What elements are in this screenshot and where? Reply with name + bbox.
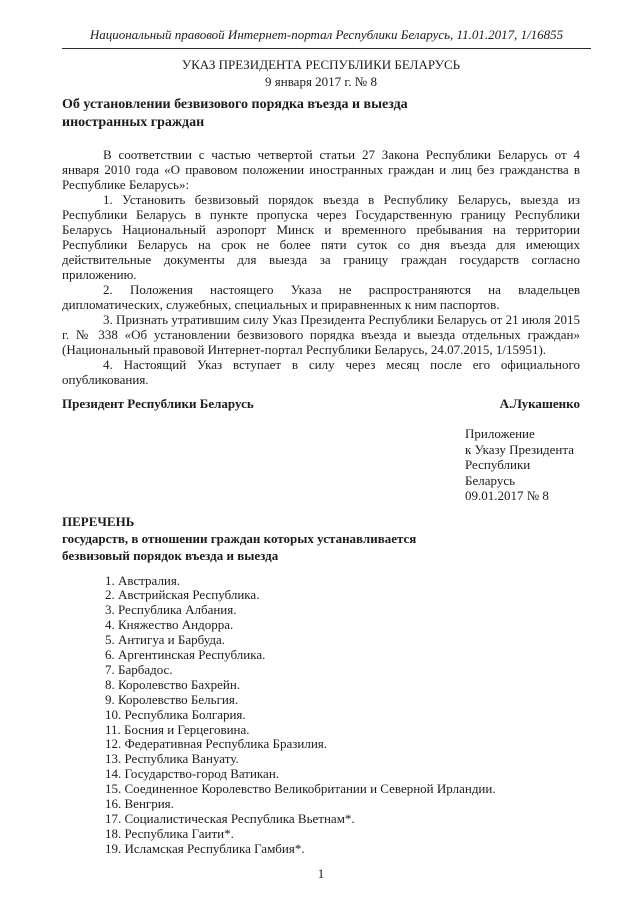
country-item: 1. Австралия. [105, 572, 181, 588]
country-item: 14. Государство-город Ватикан. [105, 766, 280, 782]
body-paragraph: 2. Положения настоящего Указа не распространяются на владельцев дипломатических, служебных, специальных и приравненных к ним паспортов. [62, 282, 580, 312]
doc-title [62, 96, 580, 131]
country-item: 13. Республика Вануату. [105, 751, 239, 767]
country-item: 17. Социалистическая Республика Вьетнам*. [105, 811, 355, 826]
body-paragraph: 4. Настоящий Указ вступает в силу через месяц после его официального опубликования. [62, 357, 580, 387]
list-heading-line: государств, в отношении граждан которых устанавливается [62, 530, 417, 546]
list-heading-line: ПЕРЕЧЕНЬ [62, 513, 135, 529]
country-item: 8. Королевство Бахрейн. [105, 676, 241, 692]
appendix-line: Республики Беларусь [465, 457, 531, 488]
country-item: 12. Федеративная Республика Бразилия. [105, 736, 328, 752]
decree-heading [62, 57, 580, 90]
doc-title-line: Об установлении безвизового порядка въезда и выезда [62, 97, 408, 112]
country-item: 19. Исламская Республика Гамбия*. [105, 840, 305, 856]
country-item: 7. Барбадос. [105, 661, 173, 677]
country-item: 16. Венгрия. [105, 796, 174, 812]
decree-body [62, 147, 580, 387]
country-item: 6. Аргентинская Республика. [105, 647, 266, 663]
doc-title-line: иностранных граждан [62, 114, 205, 130]
list-heading-line: безвизовый порядок въезда и выезда [62, 547, 279, 563]
body-paragraph: 3. Признать утратившим силу Указ Президента Республики Беларусь от 21 июля 2015 г. № 338 «Об установлении безвизового порядка въезда и выезда отдельных граждан» (Национальный правовой Интернет-портал Республики Беларусь, 24.07.2015, 1/15951). [62, 312, 580, 357]
country-item: 10. Республика Болгария. [105, 706, 246, 722]
portal-header: Национальный правовой Интернет-портал Республики Беларусь, 11.01.2017, 1/16855 [62, 27, 591, 49]
body-paragraph: В соответствии с частью четвертой статьи 27 Закона Республики Беларусь от 4 января 2010 года «О правовом положении иностранных граждан и лиц без гражданства в Республике Беларусь»: [62, 147, 580, 192]
signature-row [62, 396, 580, 411]
decree-heading-line1: УКАЗ ПРЕЗИДЕНТА РЕСПУБЛИКИ БЕЛАРУСЬ [181, 57, 461, 72]
country-item: 15. Соединенное Королевство Великобритании и Северной Ирландии. [105, 781, 496, 797]
country-item: 5. Антигуа и Барбуда. [105, 632, 226, 648]
body-paragraph: 1. Установить безвизовый порядок въезда в Республику Беларусь, выезда из Республики Беларусь в пункте пропуска через Государственную границу Республики Беларусь Национальный аэропорт Минск и временного пребывания на территории Республики Беларусь на срок не более пяти суток со дня въезда для имеющих действительные документы для выезда за границу граждан государств согласно приложению. [62, 192, 580, 282]
signature-title: Президент Республики Беларусь [62, 396, 254, 411]
country-item: 18. Республика Гаити*. [105, 825, 234, 841]
appendix-line: к Указу Президента [465, 441, 574, 457]
country-list [62, 574, 580, 857]
country-item: 11. Босния и Герцеговина. [105, 721, 250, 737]
appendix-block [465, 426, 580, 504]
appendix-line: Приложение [465, 426, 535, 441]
signature-name: А.Лукашенко [499, 396, 580, 411]
country-item: 4. Княжество Андорра. [105, 617, 234, 633]
country-item: 3. Республика Албания. [105, 602, 237, 618]
page-number: 1 [317, 865, 325, 881]
list-heading [62, 513, 580, 564]
country-item: 9. Королевство Бельгия. [105, 691, 239, 707]
decree-heading-line2: 9 января 2017 г. № 8 [265, 73, 377, 89]
appendix-line: 09.01.2017 № 8 [465, 488, 549, 503]
country-item: 2. Австрийская Республика. [105, 587, 260, 603]
